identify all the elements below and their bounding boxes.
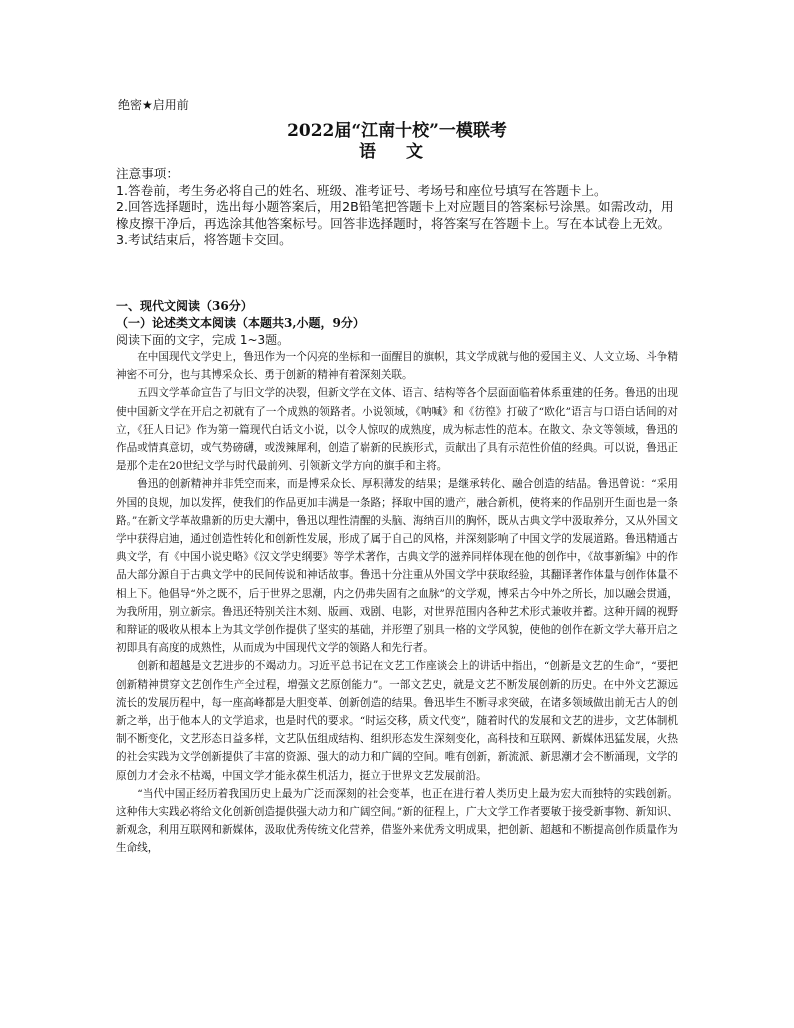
reading-passage — [116, 348, 678, 858]
subsection-heading: （一）论述类文本阅读（本题共3,小题，9分） — [116, 316, 365, 330]
passage-paragraph: 鲁迅的创新精神并非凭空而来，而是博采众长、厚积薄发的结果；是继承转化、融合创造的结晶。鲁迅曾说：“采用外国的良规，加以发挥，使我们的作品更加丰满是一条路；择取中国的遗产，融合新机，使将来的作品别开生面也是一条路。”在新文学革故鼎新的历史大潮中，鲁迅以理性清醒的头脑、海纳百川的胸怀，既从古典文学中汲取养分，又从外国文学中获得启迪，通过创造性转化和创新性发展，形成了属于自己的风格，并深刻影响了中国文学的发展道路。鲁迅精通古典文学，有《中国小说史略》《汉文学史纲要》等学术著作，古典文学的滋养同样体现在他的创作中，《故事新编》中的作品大部分源自于古典文学中的民间传说和神话故事。鲁迅十分注重从外国文学中获取经验，其翻译著作体量与创作体量不相上下。他倡导“外之既不，后于世界之思潮，内之仍弗失固有之血脉”的文学观，博采古今中外之所长，加以融会贯通，为我所用，别立新宗。鲁迅还特别关注木刻、版画、戏剧、电影，对世界范围内各种艺术形式兼收并蓄。这种开阔的视野和辩证的吸收从根本上为其文学创作提供了坚实的基础，并形塑了别具一格的文学风貌，使他的创作在新文学大幕开启之初即具有高度的成熟性，从而成为中国现代文学的领路人和先行者。 — [116, 478, 678, 655]
reading-instruction: 阅读下面的文字，完成 1~3题。 — [116, 333, 290, 347]
notes-item: 1.答卷前，考生务必将自己的姓名、班级、准考证号、考场号和座位号填写在答题卡上。 — [116, 182, 607, 198]
passage-paragraph: 创新和超越是文艺进步的不竭动力。习近平总书记在文艺工作座谈会上的讲话中指出，“创新是文艺的生命”，“要把创新精神贯穿文艺创作生产全过程，增强文艺原创能力”。一部文艺史，就是文艺不断发展创新的历史。在中外文艺源远流长的发展历程中，每一座高峰都是大胆变革、创新创造的结果。鲁迅毕生不断寻求突破，在诸多领域做出前无古人的创新之举，出于他本人的文学追求，也是时代的要求。“时运交移，质文代变”，随着时代的发展和文艺的进步，文艺体制机制不断变化，文艺形态日益多样，文艺队伍组成结构、组织形态发生深刻变化，高科技和互联网、新媒体迅猛发展，火热的社会实践为文学创新提供了丰富的资源、强大的动力和广阔的空间。唯有创新，新流派、新思潮才会不断涌现，文学的原创力才会永不枯竭，中国文学才能永葆生机活力，挺立于世界文艺发展前沿。 — [116, 660, 678, 782]
exam-title: 2022届“江南十校”一模联考 — [287, 121, 507, 141]
confidential-mark: 绝密★启用前 — [118, 98, 189, 112]
notes-item: 3.考试结束后，将答题卡交回。 — [116, 232, 292, 247]
exam-notes — [116, 166, 676, 249]
passage-paragraph: “当代中国正经历着我国历史上最为广泛而深刻的社会变革，也正在进行着人类历史上最为宏大而独特的实践创新。这种伟大实践必将给文化创新创造提供强大动力和广阔空间。”新的征程上，广大文学工作者要敏于接受新事物、新知识、新观念，利用互联网和新媒体，汲取优秀传统文化营养，借鉴外来优秀文明成果，把创新、超越和不断提高创作质量作为生命线， — [116, 787, 678, 855]
passage-paragraph: 五四文学革命宣告了与旧文学的决裂，但新文学在文体、语言、结构等各个层面面临着体系重建的任务。鲁迅的出现使中国新文学在开启之初就有了一个成熟的领路者。小说领域，《呐喊》和《彷徨》打破了“欧化”语言与口语白话间的对立，《狂人日记》作为第一篇现代白话文小说，以令人惊叹的成熟度，成为标志性的范本。在散文、杂文等领域，鲁迅的作品或情真意切，或气势磅礴，或泼辣犀利，创造了崭新的民族形式，贡献出了具有示范性价值的经典。可以说，鲁迅正是那个走在20世纪文学与时代最前列、引领新文学方向的旗手和主将。 — [116, 387, 678, 473]
subject-title: 语 文 — [359, 142, 435, 162]
notes-item: 2.回答选择题时，选出每小题答案后，用2B铅笔把答题卡上对应题目的答案标号涂黑。如需改动，用橡皮擦干净后，再选涂其他答案标号。回答非选择题时，将答案写在答题卡上。写在本试卷上无效。 — [116, 199, 674, 231]
notes-heading: 注意事项： — [116, 166, 179, 181]
passage-paragraph: 在中国现代文学史上，鲁迅作为一个闪亮的坐标和一面醒目的旗帜，其文学成就与他的爱国主义、人文立场、斗争精神密不可分，也与其博采众长、勇于创新的精神有着深刻关联。 — [116, 351, 678, 382]
section-heading: 一、现代文阅读（36分） — [116, 299, 253, 313]
